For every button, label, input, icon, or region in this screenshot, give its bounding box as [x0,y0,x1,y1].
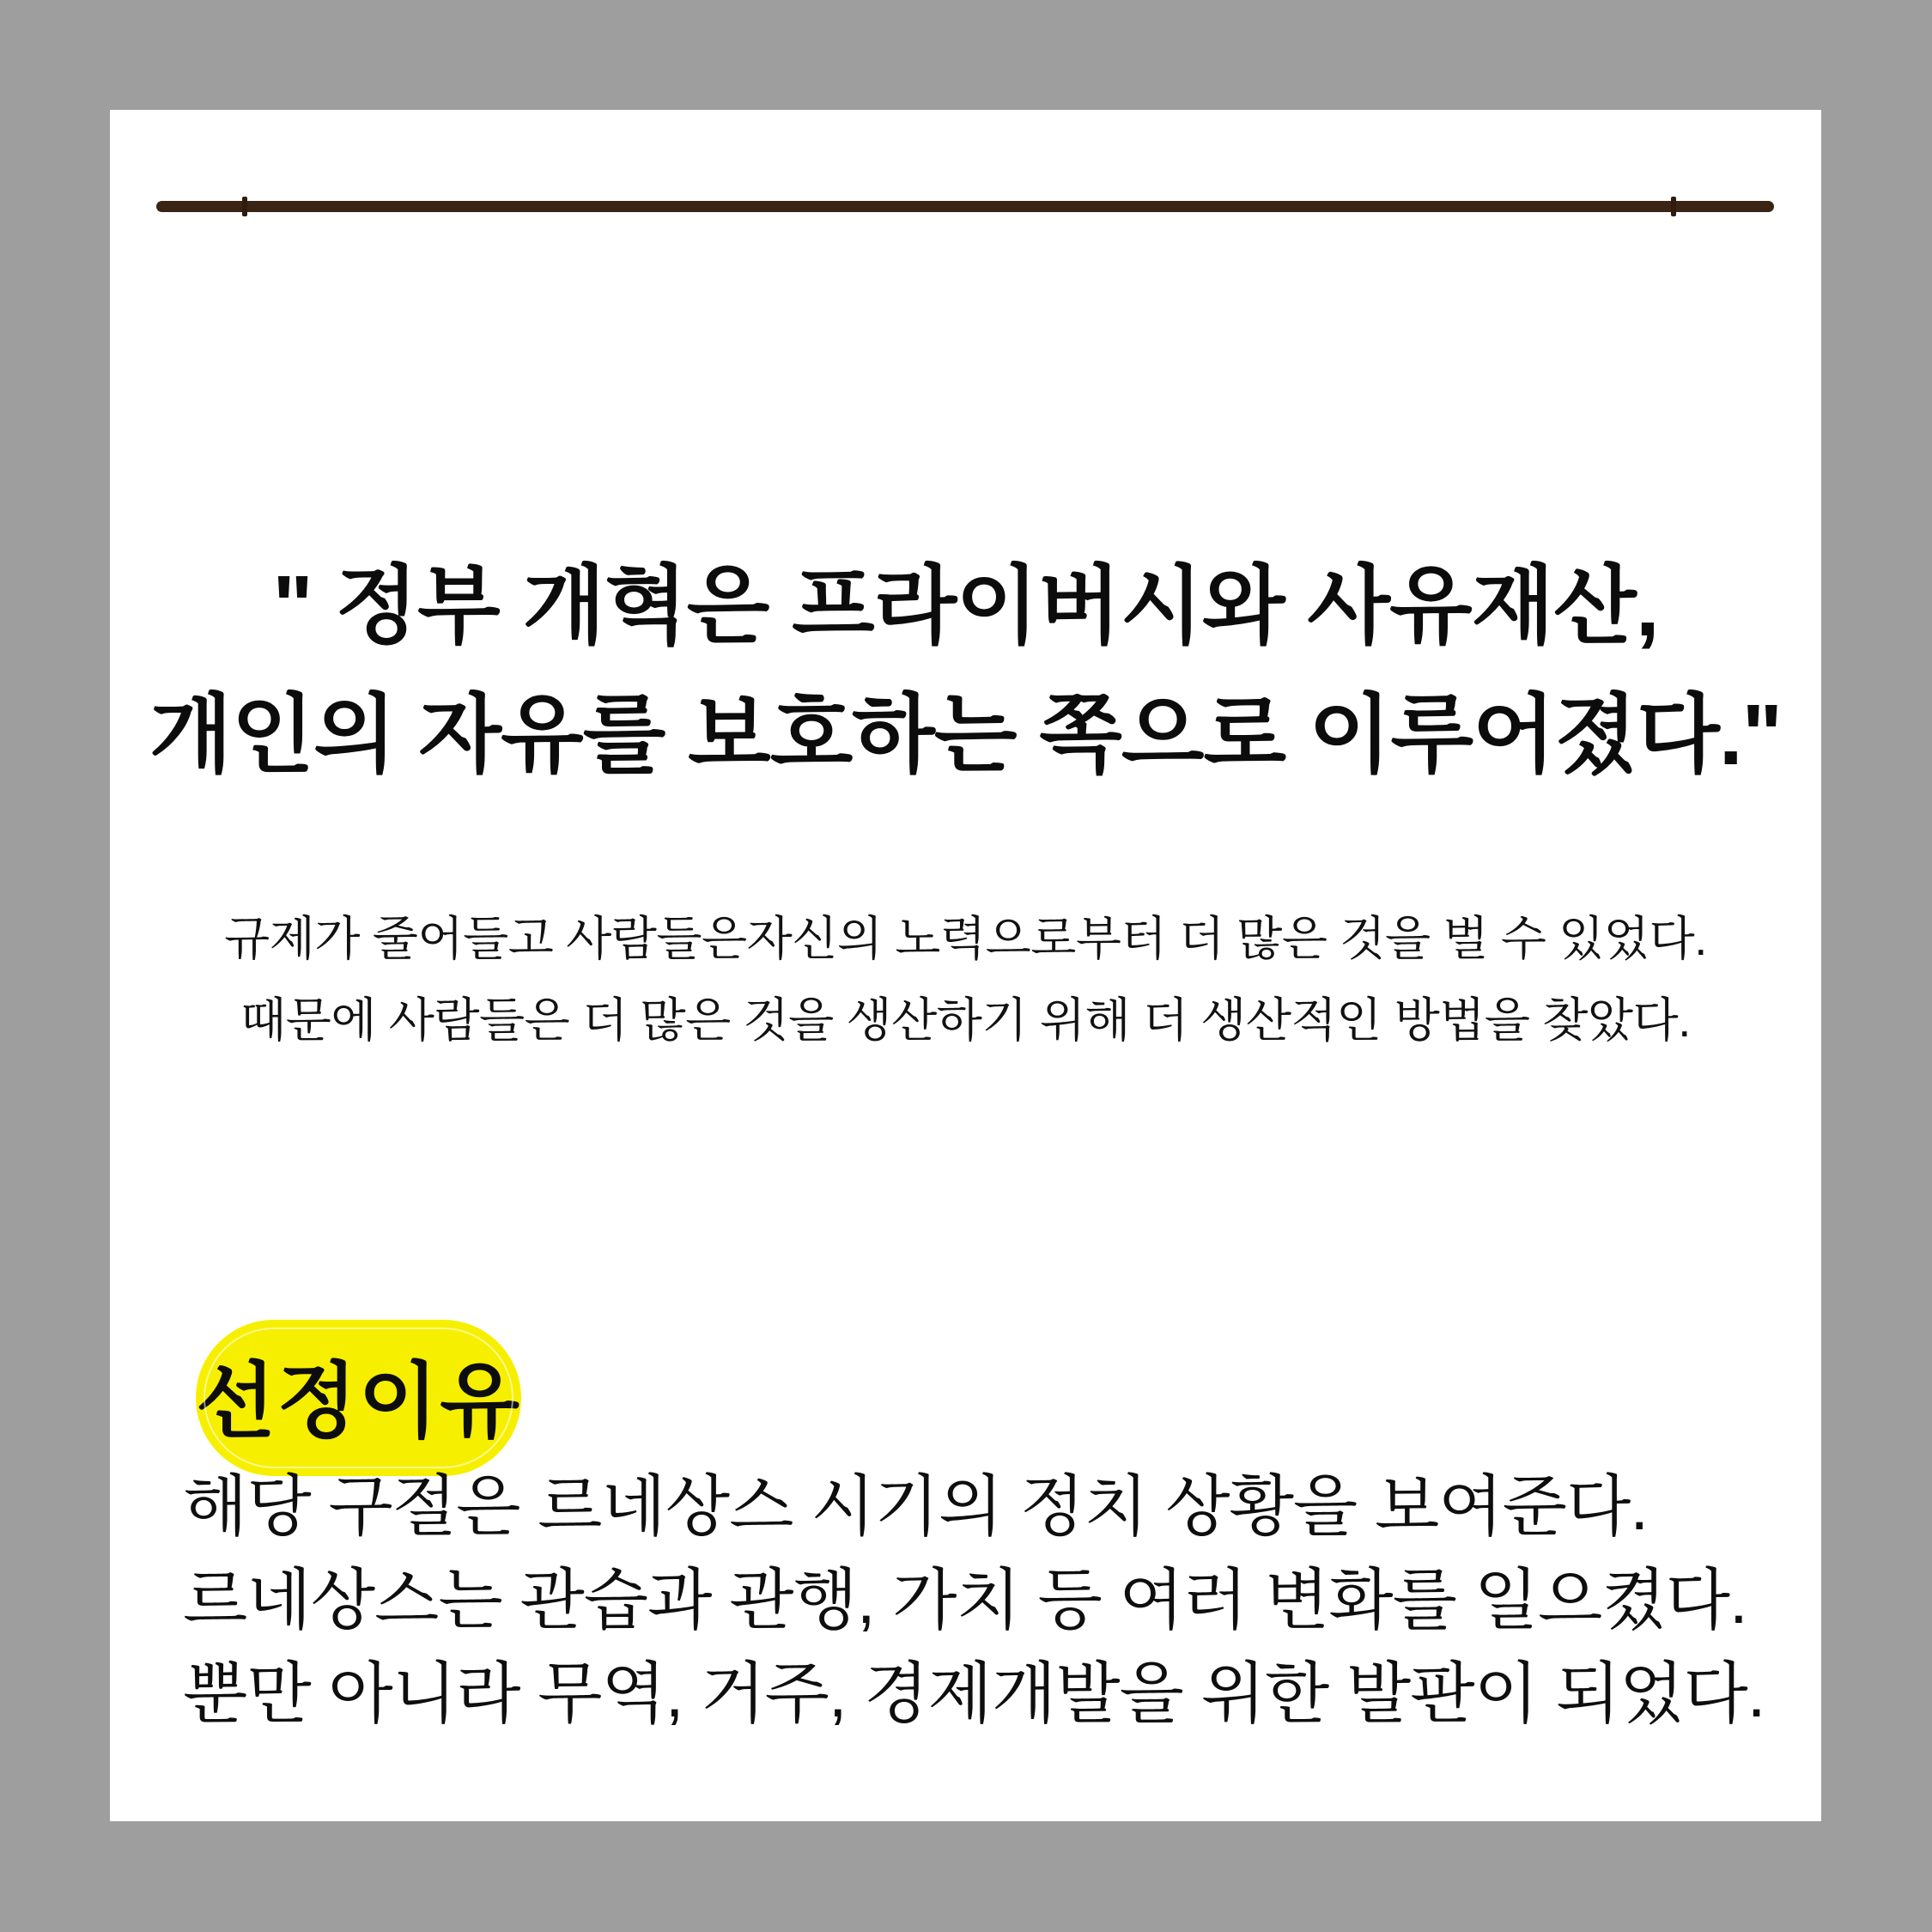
divider-tick-right [1671,197,1676,216]
explanation-block [110,898,1821,1061]
top-divider-line [156,201,1774,212]
reason-badge [196,1320,521,1476]
quote-line-1: " 정부 개혁은 프라이버시와 사유재산, [272,558,1659,654]
reason-badge-label: 선정이유 [196,1355,521,1448]
quote-line-2: 개인의 자유를 보호하는 쪽으로 이루어졌다." [149,687,1783,783]
reason-line-1: 해당 구절은 르네상스 시기의 정치 상황을 보여준다. [183,1468,1649,1544]
reason-line-3: 뿐만 아니라 무역, 거주, 경제개발을 위한 발판이 되었다. [183,1656,1765,1731]
content-card [110,110,1821,1821]
divider-tick-left [242,197,247,216]
reason-line-2: 르네상스는 관습과 관행, 가치 등 여러 변화를 일으켰다. [183,1562,1747,1637]
explanation-line-1: 규제가 줄어들고 사람들은자신의 노력으로부터 더 많은 것을 벌 수 있었다. [224,912,1707,965]
reason-block [183,1460,1789,1741]
quote-block [110,542,1821,799]
explanation-line-2: 때문에 사람들은 더 많은 것을 생산하기 위해 더 생산적인 방법을 찾았다. [240,993,1691,1047]
